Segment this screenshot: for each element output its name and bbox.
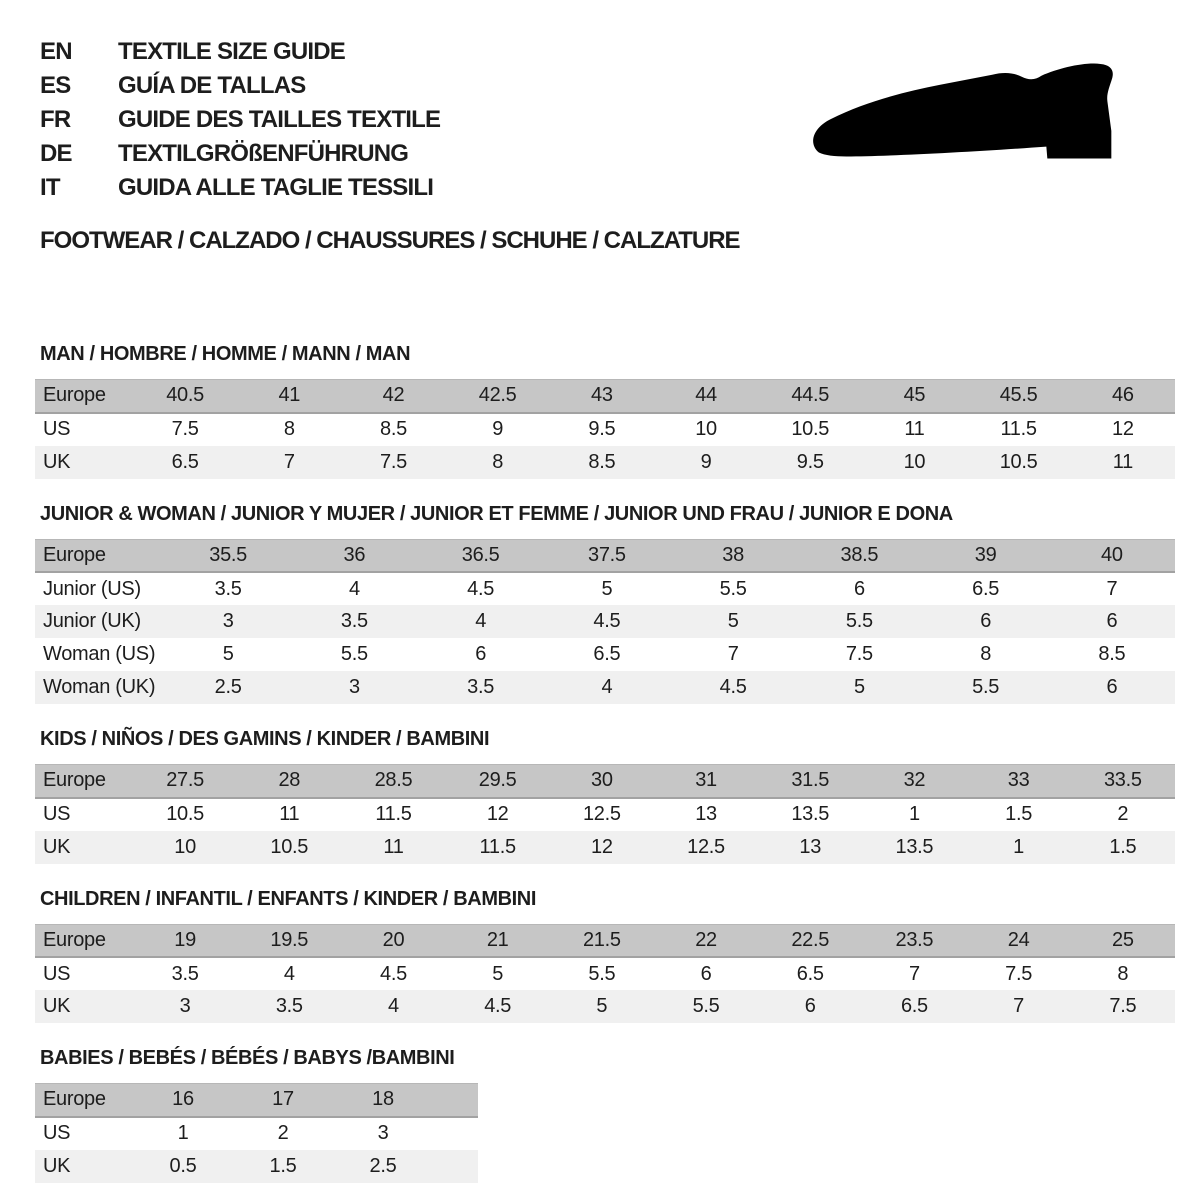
- size-cell: 7.5: [967, 957, 1071, 990]
- size-cell: 5.5: [670, 572, 796, 605]
- row-label: Woman (UK): [35, 671, 165, 704]
- size-cell: 9: [654, 446, 758, 479]
- size-cell: 12: [1071, 413, 1175, 446]
- row-label: Junior (UK): [35, 605, 165, 638]
- size-cell: 2: [1071, 798, 1175, 831]
- size-cell: 7: [862, 957, 966, 990]
- table-row: [35, 1084, 478, 1117]
- size-cell: 27.5: [133, 765, 237, 798]
- size-cell: 7: [967, 990, 1071, 1023]
- size-cell: 1: [862, 798, 966, 831]
- size-cell: 1: [133, 1117, 233, 1150]
- size-cell: 6.5: [758, 957, 862, 990]
- row-label: Europe: [35, 380, 133, 413]
- table-row: [35, 798, 1175, 831]
- size-table: [35, 1083, 478, 1183]
- size-cell: 6: [1049, 605, 1175, 638]
- size-cell: 23.5: [862, 924, 966, 957]
- size-cell: 31.5: [758, 765, 862, 798]
- size-cell: 7.5: [133, 413, 237, 446]
- size-cell: 8: [923, 638, 1049, 671]
- size-cell: 13: [654, 798, 758, 831]
- language-title: GUIDA ALLE TAGLIE TESSILI: [118, 174, 434, 201]
- size-cell: 28.5: [341, 765, 445, 798]
- table-row: [35, 1150, 478, 1183]
- size-cell: 35.5: [165, 539, 291, 572]
- size-cell: 11.5: [967, 413, 1071, 446]
- size-cell: 11: [237, 798, 341, 831]
- size-cell: 46: [1071, 380, 1175, 413]
- size-cell: 3.5: [133, 957, 237, 990]
- size-cell: 28: [237, 765, 341, 798]
- size-cell: 10.5: [758, 413, 862, 446]
- filler-cell: [433, 1084, 478, 1117]
- language-code: ES: [40, 72, 71, 99]
- row-label: Europe: [35, 924, 133, 957]
- size-cell: 19.5: [237, 924, 341, 957]
- size-section: [35, 343, 1170, 479]
- size-cell: 4: [341, 990, 445, 1023]
- size-section: [35, 888, 1170, 1024]
- size-cell: 8: [237, 413, 341, 446]
- size-cell: 9.5: [550, 413, 654, 446]
- size-cell: 21.5: [550, 924, 654, 957]
- row-label: UK: [35, 990, 133, 1023]
- size-cell: 3.5: [237, 990, 341, 1023]
- size-cell: 11.5: [341, 798, 445, 831]
- size-cell: 4.5: [670, 671, 796, 704]
- table-row: [35, 957, 1175, 990]
- size-cell: 4: [291, 572, 417, 605]
- size-cell: 2.5: [333, 1150, 433, 1183]
- size-cell: 21: [446, 924, 550, 957]
- size-cell: 6.5: [133, 446, 237, 479]
- size-cell: 7: [670, 638, 796, 671]
- row-label: Woman (US): [35, 638, 165, 671]
- size-section: [35, 503, 1170, 705]
- size-cell: 7.5: [341, 446, 445, 479]
- size-cell: 13.5: [862, 831, 966, 864]
- size-cell: 3: [333, 1117, 433, 1150]
- size-cell: 5: [796, 671, 922, 704]
- size-cell: 5.5: [654, 990, 758, 1023]
- size-cell: 43: [550, 380, 654, 413]
- table-row: [35, 413, 1175, 446]
- size-cell: 22.5: [758, 924, 862, 957]
- row-label: Europe: [35, 1084, 133, 1117]
- size-cell: 5: [550, 990, 654, 1023]
- section-heading: MAN / HOMBRE / HOMME / MANN / MAN: [40, 343, 411, 365]
- size-cell: 42: [341, 380, 445, 413]
- language-title: GUIDE DES TAILLES TEXTILE: [118, 106, 441, 133]
- size-cell: 9.5: [758, 446, 862, 479]
- size-cell: 45: [862, 380, 966, 413]
- size-cell: 12.5: [654, 831, 758, 864]
- table-row: [35, 539, 1175, 572]
- size-cell: 29.5: [446, 765, 550, 798]
- row-label: UK: [35, 446, 133, 479]
- size-cell: 44.5: [758, 380, 862, 413]
- size-cell: 5.5: [796, 605, 922, 638]
- size-cell: 0.5: [133, 1150, 233, 1183]
- size-cell: 24: [967, 924, 1071, 957]
- table-row: [35, 380, 1175, 413]
- size-cell: 9: [446, 413, 550, 446]
- size-cell: 5: [544, 572, 670, 605]
- language-code: EN: [40, 38, 72, 65]
- language-title: GUÍA DE TALLAS: [118, 72, 306, 99]
- size-cell: 40.5: [133, 380, 237, 413]
- sections: [35, 343, 1170, 1183]
- size-cell: 11: [341, 831, 445, 864]
- size-cell: 33.5: [1071, 765, 1175, 798]
- size-cell: 13.5: [758, 798, 862, 831]
- table-row: [35, 990, 1175, 1023]
- size-cell: 7.5: [796, 638, 922, 671]
- row-label: US: [35, 1117, 133, 1150]
- size-cell: 5: [446, 957, 550, 990]
- size-cell: 6.5: [544, 638, 670, 671]
- size-cell: 10: [133, 831, 237, 864]
- row-label: UK: [35, 831, 133, 864]
- section-heading: KIDS / NIÑOS / DES GAMINS / KINDER / BAMBINI: [40, 728, 490, 750]
- size-cell: 7: [1049, 572, 1175, 605]
- size-cell: 20: [341, 924, 445, 957]
- language-title: TEXTILE SIZE GUIDE: [118, 38, 345, 65]
- size-table: [35, 924, 1175, 1024]
- size-cell: 45.5: [967, 380, 1071, 413]
- table-row: [35, 572, 1175, 605]
- row-label: UK: [35, 1150, 133, 1183]
- size-cell: 6: [758, 990, 862, 1023]
- size-cell: 12: [550, 831, 654, 864]
- size-cell: 11: [862, 413, 966, 446]
- size-section: [35, 1047, 1170, 1183]
- size-cell: 4: [237, 957, 341, 990]
- size-cell: 8.5: [1049, 638, 1175, 671]
- size-cell: 13: [758, 831, 862, 864]
- size-cell: 19: [133, 924, 237, 957]
- row-label: Europe: [35, 765, 133, 798]
- table-row: [35, 605, 1175, 638]
- size-cell: 5.5: [291, 638, 417, 671]
- size-cell: 4: [418, 605, 544, 638]
- table-row: [35, 765, 1175, 798]
- size-cell: 22: [654, 924, 758, 957]
- table-row: [35, 446, 1175, 479]
- size-cell: 38.5: [796, 539, 922, 572]
- language-code: DE: [40, 140, 72, 167]
- size-cell: 4.5: [418, 572, 544, 605]
- size-cell: 3.5: [291, 605, 417, 638]
- size-cell: 8: [1071, 957, 1175, 990]
- size-cell: 3: [165, 605, 291, 638]
- table-row: [35, 638, 1175, 671]
- size-cell: 11.5: [446, 831, 550, 864]
- size-cell: 5: [670, 605, 796, 638]
- size-cell: 6.5: [923, 572, 1049, 605]
- size-table: [35, 764, 1175, 864]
- size-table: [35, 539, 1175, 705]
- size-cell: 2.5: [165, 671, 291, 704]
- size-cell: 10: [862, 446, 966, 479]
- size-cell: 11: [1071, 446, 1175, 479]
- size-cell: 6: [923, 605, 1049, 638]
- size-cell: 37.5: [544, 539, 670, 572]
- size-cell: 6: [796, 572, 922, 605]
- size-cell: 5: [165, 638, 291, 671]
- size-cell: 1.5: [967, 798, 1071, 831]
- dress-shoe-icon: [800, 60, 1145, 188]
- size-cell: 17: [233, 1084, 333, 1117]
- size-cell: 8.5: [341, 413, 445, 446]
- size-cell: 7: [237, 446, 341, 479]
- language-code: IT: [40, 174, 60, 201]
- row-label: Junior (US): [35, 572, 165, 605]
- size-cell: 10: [654, 413, 758, 446]
- size-cell: 10.5: [967, 446, 1071, 479]
- size-cell: 33: [967, 765, 1071, 798]
- section-heading: JUNIOR & WOMAN / JUNIOR Y MUJER / JUNIOR ET FEMME / JUNIOR UND FRAU / JUNIOR E DONA: [40, 502, 953, 525]
- size-cell: 41: [237, 380, 341, 413]
- size-cell: 38: [670, 539, 796, 572]
- size-cell: 7.5: [1071, 990, 1175, 1023]
- size-cell: 5.5: [923, 671, 1049, 704]
- size-cell: 31: [654, 765, 758, 798]
- size-cell: 2: [233, 1117, 333, 1150]
- row-label: Europe: [35, 539, 165, 572]
- size-cell: 4.5: [341, 957, 445, 990]
- section-heading: CHILDREN / INFANTIL / ENFANTS / KINDER / BAMBINI: [40, 887, 536, 910]
- size-cell: 10.5: [237, 831, 341, 864]
- size-cell: 6: [654, 957, 758, 990]
- size-cell: 1.5: [233, 1150, 333, 1183]
- size-cell: 25: [1071, 924, 1175, 957]
- size-cell: 4.5: [446, 990, 550, 1023]
- size-cell: 18: [333, 1084, 433, 1117]
- size-cell: 8.5: [550, 446, 654, 479]
- size-cell: 6: [418, 638, 544, 671]
- size-cell: 40: [1049, 539, 1175, 572]
- size-cell: 10.5: [133, 798, 237, 831]
- row-label: US: [35, 957, 133, 990]
- language-title: TEXTILGRÖßENFÜHRUNG: [118, 140, 409, 167]
- size-cell: 8: [446, 446, 550, 479]
- size-cell: 3.5: [418, 671, 544, 704]
- table-row: [35, 924, 1175, 957]
- size-cell: 42.5: [446, 380, 550, 413]
- filler-cell: [433, 1117, 478, 1150]
- size-cell: 6.5: [862, 990, 966, 1023]
- size-cell: 1: [967, 831, 1071, 864]
- size-cell: 4.5: [544, 605, 670, 638]
- section-heading: BABIES / BEBÉS / BÉBÉS / BABYS /BAMBINI: [40, 1047, 455, 1069]
- size-cell: 6: [1049, 671, 1175, 704]
- table-row: [35, 671, 1175, 704]
- table-row: [35, 831, 1175, 864]
- size-cell: 32: [862, 765, 966, 798]
- filler-cell: [433, 1150, 478, 1183]
- row-label: US: [35, 413, 133, 446]
- category-title: FOOTWEAR / CALZADO / CHAUSSURES / SCHUHE / CALZATURE: [40, 227, 740, 254]
- size-cell: 12: [446, 798, 550, 831]
- size-table: [35, 379, 1175, 479]
- size-cell: 36: [291, 539, 417, 572]
- language-code: FR: [40, 106, 71, 133]
- size-cell: 12.5: [550, 798, 654, 831]
- size-section: [35, 728, 1170, 864]
- size-cell: 1.5: [1071, 831, 1175, 864]
- size-cell: 16: [133, 1084, 233, 1117]
- table-row: [35, 1117, 478, 1150]
- row-label: US: [35, 798, 133, 831]
- size-cell: 3.5: [165, 572, 291, 605]
- size-cell: 30: [550, 765, 654, 798]
- size-cell: 44: [654, 380, 758, 413]
- size-cell: 3: [133, 990, 237, 1023]
- size-cell: 5.5: [550, 957, 654, 990]
- size-cell: 39: [923, 539, 1049, 572]
- size-cell: 36.5: [418, 539, 544, 572]
- size-cell: 4: [544, 671, 670, 704]
- size-cell: 3: [291, 671, 417, 704]
